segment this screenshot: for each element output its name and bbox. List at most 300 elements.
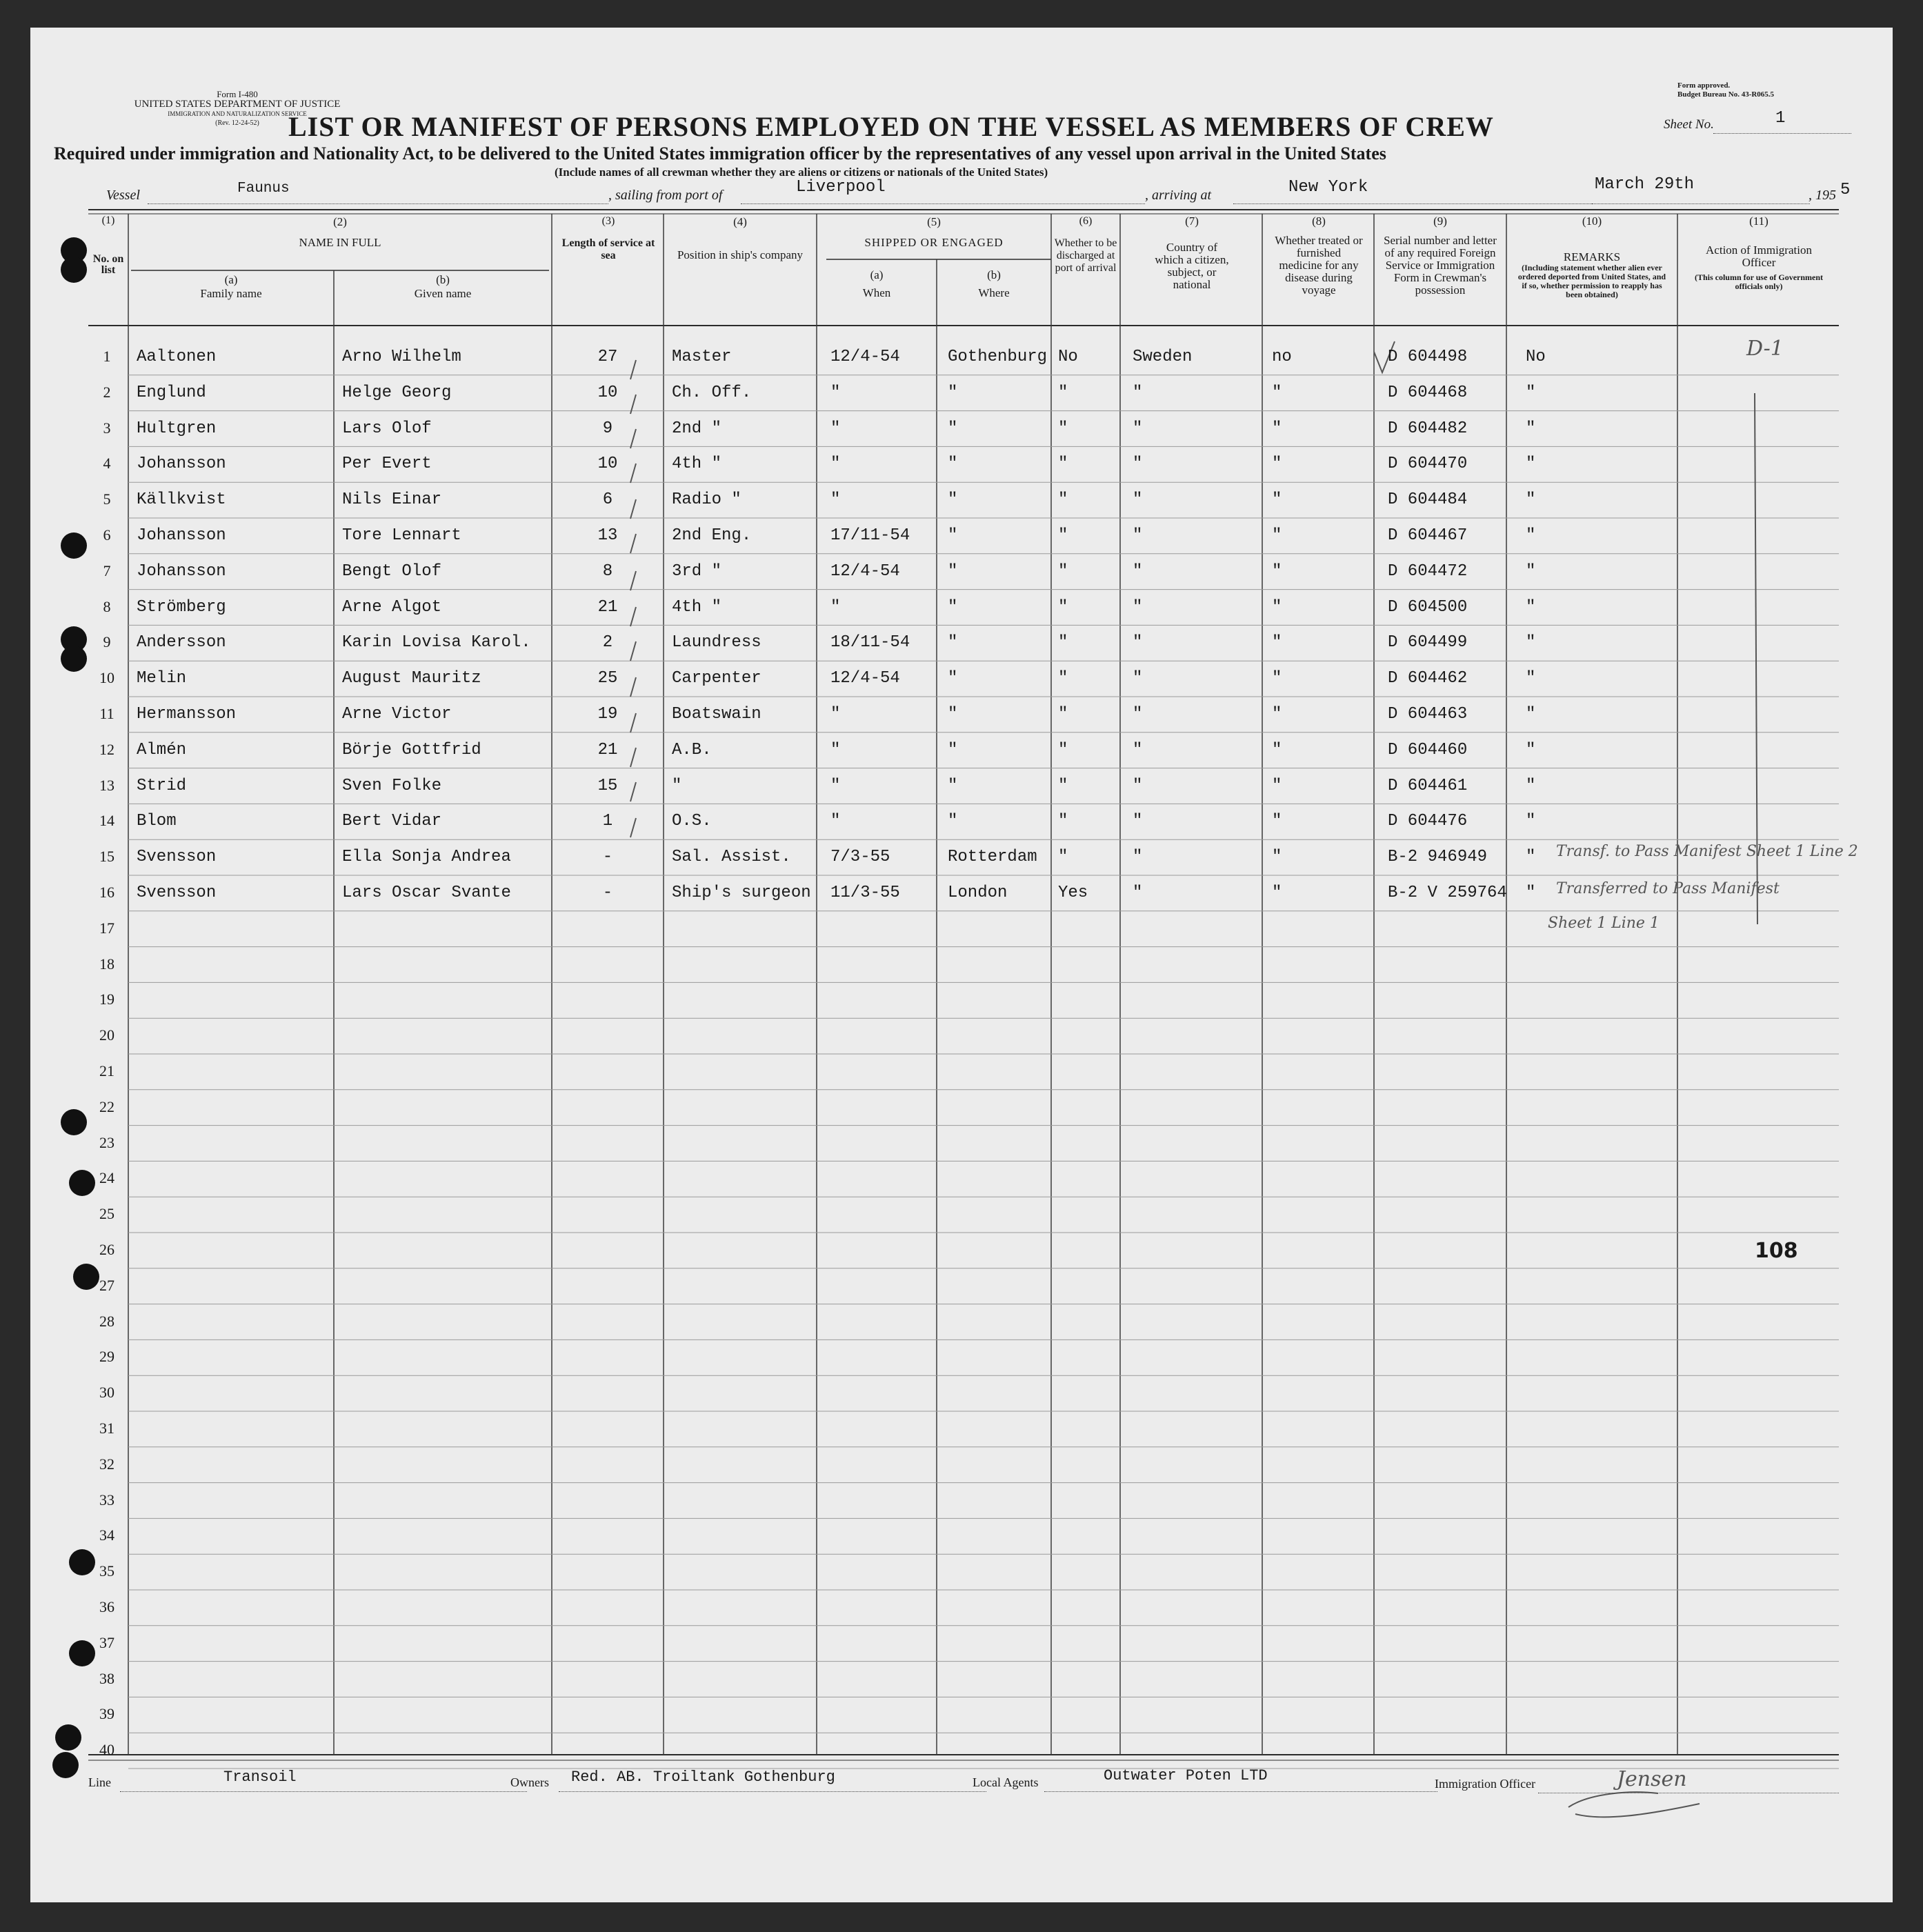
cell-where: Gothenburg xyxy=(948,348,1048,366)
col1-title: No. on list xyxy=(92,253,124,276)
cell-country: " xyxy=(1133,455,1143,474)
cell-medicine: " xyxy=(1272,669,1282,688)
cell-position: Boatswain xyxy=(672,705,761,724)
cell-serial: D 604484 xyxy=(1388,490,1468,510)
cell-medicine: " xyxy=(1272,633,1282,653)
revision: (Rev. 12-24-52) xyxy=(215,119,259,127)
cell-discharge: " xyxy=(1058,419,1068,438)
handwritten-note-line-16b: Sheet 1 Line 1 xyxy=(1548,915,1660,932)
cell-serial: D 604499 xyxy=(1388,633,1468,653)
cell-discharge: " xyxy=(1058,705,1068,724)
cell-family: Källkvist xyxy=(137,490,226,510)
cell-service: 8 xyxy=(602,561,613,581)
col6-header xyxy=(1053,215,1119,275)
col2b-title: Given name xyxy=(414,287,472,300)
cell-given: Lars Olof xyxy=(342,419,432,438)
budget-number: Budget Bureau No. 43-R065.5 xyxy=(1677,90,1775,99)
col7-title: Country of which a citizen, subject, or national xyxy=(1155,241,1229,291)
col5-number: (5) xyxy=(927,215,941,228)
line-name: Transoil xyxy=(223,1769,297,1786)
cell-where: " xyxy=(948,633,958,653)
cell-country: " xyxy=(1133,669,1143,688)
cell-remarks: No xyxy=(1526,348,1546,366)
line-label: Line xyxy=(88,1775,111,1789)
cell-where: " xyxy=(948,455,958,474)
cell-given: Per Evert xyxy=(342,455,432,474)
col5-header xyxy=(817,215,1051,250)
col9-header xyxy=(1375,215,1505,297)
col5b-title: Where xyxy=(978,286,1010,299)
cell-where: " xyxy=(948,526,958,545)
cell-when: " xyxy=(830,812,841,831)
cell-remarks: " xyxy=(1526,776,1536,795)
line-number: 4 xyxy=(103,455,111,472)
line-number: 7 xyxy=(103,561,111,579)
cell-country: " xyxy=(1133,776,1143,795)
cell-remarks: " xyxy=(1526,490,1536,510)
cell-serial: B-2 V 259764 xyxy=(1388,884,1507,902)
handwritten-note-line-16: Transferred to Pass Manifest xyxy=(1556,880,1780,897)
cell-when: " xyxy=(830,740,841,759)
col5-title: SHIPPED OR ENGAGED xyxy=(864,236,1004,249)
col2a-title: Family name xyxy=(200,287,262,300)
vessel-name: Faunus xyxy=(237,181,290,197)
cell-discharge: " xyxy=(1058,490,1068,510)
cell-given: Lars Oscar Svante xyxy=(342,884,511,902)
col10-number: (10) xyxy=(1582,215,1602,228)
line-number: 16 xyxy=(99,884,114,901)
cell-service: 21 xyxy=(597,597,618,617)
cell-family: Svensson xyxy=(137,848,217,867)
cell-given: Nils Einar xyxy=(342,490,442,510)
col7-header xyxy=(1124,215,1259,291)
form-subtitle: Required under immigration and Nationality Act, to be delivered to the United States immigration officer by the representatives of any vessel upon arrival in the United States xyxy=(54,143,1386,163)
punch-hole xyxy=(73,1264,99,1290)
cell-position: Carpenter xyxy=(672,669,761,688)
cell-medicine: " xyxy=(1272,383,1282,402)
cell-serial: D 604476 xyxy=(1388,812,1468,831)
cell-position: Radio " xyxy=(672,490,741,510)
cell-position: 2nd " xyxy=(672,419,722,438)
cell-where: " xyxy=(948,740,958,759)
cell-family: Svensson xyxy=(137,884,217,902)
line-number: 32 xyxy=(99,1455,114,1473)
line-number: 9 xyxy=(103,633,111,651)
col10-title: REMARKS xyxy=(1563,250,1621,263)
stamp-number: 108 xyxy=(1755,1239,1798,1263)
cell-family: Johansson xyxy=(137,455,226,474)
cell-serial: D 604500 xyxy=(1388,597,1468,617)
col10-header xyxy=(1509,215,1675,299)
cell-position: O.S. xyxy=(672,812,712,831)
line-number: 10 xyxy=(99,669,114,687)
line-number: 14 xyxy=(99,812,114,830)
cell-serial: D 604461 xyxy=(1388,776,1468,795)
cell-serial: D 604463 xyxy=(1388,705,1468,724)
cell-family: Johansson xyxy=(137,526,226,545)
cell-given: Ella Sonja Andrea xyxy=(342,848,511,867)
cell-when: 17/11-54 xyxy=(830,526,910,545)
cell-remarks: " xyxy=(1526,455,1536,474)
cell-service: 27 xyxy=(597,348,618,366)
col11-header xyxy=(1680,215,1837,291)
line-number: 25 xyxy=(99,1205,114,1223)
col10-note: (Including statement whether alien ever ordered deported from United States, and if so, whether permission to reapply has been obtained) xyxy=(1517,263,1666,299)
punch-hole xyxy=(69,1170,95,1196)
cell-discharge: " xyxy=(1058,812,1068,831)
col11-note: (This column for use of Government officials only) xyxy=(1694,272,1824,291)
cell-when: " xyxy=(830,490,841,510)
department: UNITED STATES DEPARTMENT OF JUSTICE xyxy=(134,99,341,110)
cell-given: Helge Georg xyxy=(342,383,452,402)
line-number: 15 xyxy=(99,848,114,866)
cell-country: Sweden xyxy=(1133,348,1193,366)
punch-hole xyxy=(69,1549,95,1575)
col7-number: (7) xyxy=(1185,215,1199,228)
cell-position: Sal. Assist. xyxy=(672,848,791,867)
cell-family: Hermansson xyxy=(137,705,237,724)
manifest-sheet xyxy=(30,28,1893,1902)
cell-where: " xyxy=(948,383,958,402)
cell-family: Johansson xyxy=(137,561,226,581)
cell-where: " xyxy=(948,669,958,688)
cell-given: Tore Lennart xyxy=(342,526,461,545)
col2b-number: (b) xyxy=(436,273,450,286)
cell-when: " xyxy=(830,455,841,474)
cell-country: " xyxy=(1133,597,1143,617)
table-grid xyxy=(30,28,1893,1902)
cell-country: " xyxy=(1133,383,1143,402)
col2a-header xyxy=(128,273,334,301)
cell-position: Ship's surgeon xyxy=(672,884,811,902)
cell-remarks: " xyxy=(1526,633,1536,653)
line-number: 11 xyxy=(99,705,114,722)
cell-country: " xyxy=(1133,812,1143,831)
col9-title: Serial number and letter of any required Foreign Service or Immigration Form in Crewman's possession xyxy=(1384,234,1497,297)
cell-country: " xyxy=(1133,633,1143,653)
cell-country: " xyxy=(1133,705,1143,724)
cell-family: Melin xyxy=(137,669,187,688)
line-number: 24 xyxy=(99,1169,114,1187)
punch-hole xyxy=(61,1109,87,1135)
cell-given: Sven Folke xyxy=(342,776,442,795)
cell-where: " xyxy=(948,776,958,795)
line-number: 6 xyxy=(103,526,111,544)
owners-label: Owners xyxy=(510,1775,549,1789)
cell-discharge: Yes xyxy=(1058,884,1088,902)
cell-position: A.B. xyxy=(672,740,712,759)
cell-service: 13 xyxy=(597,526,618,545)
cell-medicine: " xyxy=(1272,705,1282,724)
handwritten-note-line-15: Transf. to Pass Manifest Sheet 1 Line 2 xyxy=(1556,843,1858,860)
line-number: 5 xyxy=(103,490,111,508)
cell-where: " xyxy=(948,419,958,438)
cell-medicine: " xyxy=(1272,455,1282,474)
line-number: 26 xyxy=(99,1241,114,1258)
cell-family: Englund xyxy=(137,383,206,402)
form-subnote: (Include names of all crewman whether they are aliens or citizens or nationals of the United States) xyxy=(555,166,1048,179)
cell-country: " xyxy=(1133,419,1143,438)
cell-service: 15 xyxy=(597,776,618,795)
col5b-header xyxy=(937,266,1051,302)
line-number: 36 xyxy=(99,1598,114,1615)
cell-discharge: " xyxy=(1058,455,1068,474)
line-number: 18 xyxy=(99,955,114,973)
punch-hole xyxy=(55,1724,81,1751)
line-number: 38 xyxy=(99,1669,114,1687)
cell-medicine: " xyxy=(1272,561,1282,581)
owners-name: Red. AB. Troiltank Gothenburg xyxy=(571,1769,835,1786)
sheet-label: Sheet No. xyxy=(1664,117,1714,132)
cell-serial: D 604462 xyxy=(1388,669,1468,688)
line-number: 33 xyxy=(99,1491,114,1508)
cell-medicine: " xyxy=(1272,848,1282,867)
cell-discharge: " xyxy=(1058,526,1068,545)
cell-service: 21 xyxy=(597,740,618,759)
cell-service: 1 xyxy=(602,812,613,831)
cell-medicine: " xyxy=(1272,884,1282,902)
cell-where: " xyxy=(948,597,958,617)
line-number: 8 xyxy=(103,597,111,615)
line-number: 2 xyxy=(103,383,111,401)
cell-discharge: " xyxy=(1058,848,1068,867)
officer-action-mark: D-1 xyxy=(1746,337,1784,361)
cell-when: 12/4-54 xyxy=(830,561,900,581)
approved-text: Form approved. xyxy=(1677,81,1731,90)
line-number: 31 xyxy=(99,1420,114,1437)
cell-serial: D 604472 xyxy=(1388,561,1468,581)
cell-medicine: " xyxy=(1272,490,1282,510)
cell-remarks: " xyxy=(1526,884,1536,902)
cell-when: 12/4-54 xyxy=(830,669,900,688)
cell-discharge: " xyxy=(1058,740,1068,759)
line-number: 3 xyxy=(103,419,111,437)
page-title: LIST OR MANIFEST OF PERSONS EMPLOYED ON THE VESSEL AS MEMBERS OF CREW xyxy=(288,111,1494,142)
cell-serial: D 604482 xyxy=(1388,419,1468,438)
cell-remarks: " xyxy=(1526,848,1536,867)
col1-number: (1) xyxy=(101,215,115,226)
cell-serial: B-2 946949 xyxy=(1388,848,1488,867)
col8-title: Whether treated or furnished medicine for any disease during voyage xyxy=(1275,234,1363,297)
line-number: 23 xyxy=(99,1133,114,1151)
line-number: 22 xyxy=(99,1097,114,1115)
year-digit: 5 xyxy=(1840,181,1851,199)
cell-family: Strömberg xyxy=(137,597,226,617)
cell-where: " xyxy=(948,561,958,581)
cell-service: 9 xyxy=(602,419,613,438)
cell-position: Master xyxy=(672,348,732,366)
cell-family: Almén xyxy=(137,740,187,759)
cell-service: 25 xyxy=(597,669,618,688)
line-number: 40 xyxy=(99,1741,114,1759)
col11-title: Action of Immigration Officer xyxy=(1706,243,1812,269)
cell-where: " xyxy=(948,812,958,831)
year-label: , 195 xyxy=(1809,188,1836,203)
cell-remarks: " xyxy=(1526,812,1536,831)
cell-country: " xyxy=(1133,848,1143,867)
cell-discharge: " xyxy=(1058,561,1068,581)
cell-serial: D 604498 xyxy=(1388,348,1468,366)
cell-medicine: " xyxy=(1272,812,1282,831)
line-number: 35 xyxy=(99,1562,114,1580)
cell-family: Aaltonen xyxy=(137,348,217,366)
line-number: 29 xyxy=(99,1348,114,1366)
col5a-title: When xyxy=(862,286,891,299)
punch-hole xyxy=(69,1640,95,1666)
cell-country: " xyxy=(1133,561,1143,581)
arriving-label: , arriving at xyxy=(1145,188,1212,203)
cell-country: " xyxy=(1133,490,1143,510)
col6-title: Whether to be discharged at port of arrival xyxy=(1054,237,1117,274)
arrival-date: March 29th xyxy=(1595,175,1695,194)
col2-number: (2) xyxy=(333,215,347,228)
cell-remarks: " xyxy=(1526,740,1536,759)
cell-position: 4th " xyxy=(672,597,722,617)
cell-remarks: " xyxy=(1526,669,1536,688)
cell-service: - xyxy=(602,884,613,902)
col8-number: (8) xyxy=(1312,215,1326,228)
vessel-label: Vessel xyxy=(106,188,140,203)
cell-position: 3rd " xyxy=(672,561,722,581)
cell-remarks: " xyxy=(1526,526,1536,545)
cell-when: 11/3-55 xyxy=(830,884,900,902)
cell-when: " xyxy=(830,776,841,795)
punch-hole xyxy=(61,646,87,672)
cell-family: Blom xyxy=(137,812,177,831)
agents-label: Local Agents xyxy=(973,1775,1039,1789)
cell-given: Arne Victor xyxy=(342,705,452,724)
line-number: 30 xyxy=(99,1384,114,1402)
col2a-number: (a) xyxy=(224,273,238,286)
col2b-header xyxy=(334,273,552,301)
line-number: 17 xyxy=(99,919,114,937)
cell-given: August Mauritz xyxy=(342,669,481,688)
cell-remarks: " xyxy=(1526,705,1536,724)
cell-position: Laundress xyxy=(672,633,761,653)
line-number: 1 xyxy=(103,348,111,365)
line-number: 19 xyxy=(99,990,114,1008)
cell-when: 7/3-55 xyxy=(830,848,890,867)
cell-service: 2 xyxy=(602,633,613,653)
cell-serial: D 604470 xyxy=(1388,455,1468,474)
col2-header xyxy=(128,215,552,250)
col5a-header xyxy=(817,266,937,302)
col3-header xyxy=(561,215,655,262)
col11-number: (11) xyxy=(1749,215,1768,228)
line-number: 13 xyxy=(99,776,114,794)
cell-medicine: " xyxy=(1272,776,1282,795)
col5a-number: (a) xyxy=(870,268,884,281)
cell-family: Andersson xyxy=(137,633,226,653)
cell-serial: D 604460 xyxy=(1388,740,1468,759)
cell-given: Arno Wilhelm xyxy=(342,348,461,366)
cell-remarks: " xyxy=(1526,597,1536,617)
cell-medicine: " xyxy=(1272,526,1282,545)
col2-title: NAME IN FULL xyxy=(299,236,381,249)
cell-discharge: " xyxy=(1058,597,1068,617)
cell-medicine: " xyxy=(1272,740,1282,759)
cell-given: Karin Lovisa Karol. xyxy=(342,633,531,653)
cell-serial: D 604468 xyxy=(1388,383,1468,402)
cell-when: 12/4-54 xyxy=(830,348,900,366)
col6-number: (6) xyxy=(1079,215,1093,227)
cell-when: " xyxy=(830,597,841,617)
col4-header xyxy=(668,215,813,262)
cell-discharge: " xyxy=(1058,633,1068,653)
line-number: 21 xyxy=(99,1062,114,1079)
agents-name: Outwater Poten LTD xyxy=(1104,1767,1268,1784)
cell-family: Strid xyxy=(137,776,187,795)
cell-service: 10 xyxy=(597,383,618,402)
sheet-number: 1 xyxy=(1775,109,1786,128)
cell-country: " xyxy=(1133,526,1143,545)
line-number: 39 xyxy=(99,1705,114,1723)
cell-service: 6 xyxy=(602,490,613,510)
line-number: 28 xyxy=(99,1312,114,1330)
cell-where: London xyxy=(948,884,1008,902)
cell-where: " xyxy=(948,490,958,510)
cell-remarks: " xyxy=(1526,383,1536,402)
col3-number: (3) xyxy=(601,215,615,227)
col9-number: (9) xyxy=(1433,215,1447,228)
col1-header xyxy=(88,215,128,276)
cell-discharge: No xyxy=(1058,348,1078,366)
sailing-label: , sailing from port of xyxy=(608,188,723,203)
cell-when: " xyxy=(830,419,841,438)
officer-signature: Jensen xyxy=(1617,1767,1687,1791)
cell-serial: D 604467 xyxy=(1388,526,1468,545)
cell-medicine: " xyxy=(1272,419,1282,438)
cell-discharge: " xyxy=(1058,669,1068,688)
cell-family: Hultgren xyxy=(137,419,217,438)
col4-title: Position in ship's company xyxy=(677,248,804,261)
cell-country: " xyxy=(1133,740,1143,759)
cell-position: Ch. Off. xyxy=(672,383,752,402)
cell-medicine: " xyxy=(1272,597,1282,617)
cell-given: Bert Vidar xyxy=(342,812,442,831)
line-number: 27 xyxy=(99,1276,114,1294)
cell-given: Bengt Olof xyxy=(342,561,442,581)
line-number: 12 xyxy=(99,740,114,758)
cell-discharge: " xyxy=(1058,383,1068,402)
punch-hole xyxy=(52,1752,79,1778)
cell-remarks: " xyxy=(1526,419,1536,438)
cell-medicine: no xyxy=(1272,348,1292,366)
col3-title: Length of service at sea xyxy=(561,237,655,261)
cell-when: " xyxy=(830,705,841,724)
col4-number: (4) xyxy=(733,215,747,228)
cell-service: - xyxy=(602,848,613,867)
cell-given: Arne Algot xyxy=(342,597,442,617)
col5b-number: (b) xyxy=(987,268,1001,281)
punch-hole xyxy=(61,532,87,559)
cell-when: " xyxy=(830,383,841,402)
cell-given: Börje Gottfrid xyxy=(342,740,481,759)
cell-position: 2nd Eng. xyxy=(672,526,752,545)
cell-service: 10 xyxy=(597,455,618,474)
punch-hole xyxy=(61,257,87,283)
cell-discharge: " xyxy=(1058,776,1068,795)
service-name: IMMIGRATION AND NATURALIZATION SERVICE xyxy=(168,110,307,117)
line-number: 34 xyxy=(99,1526,114,1544)
cell-position: " xyxy=(672,776,682,795)
cell-where: " xyxy=(948,705,958,724)
port-of-arrival: New York xyxy=(1288,178,1368,197)
cell-position: 4th " xyxy=(672,455,722,474)
col8-header xyxy=(1265,215,1373,297)
cell-country: " xyxy=(1133,884,1143,902)
port-of-departure: Liverpool xyxy=(796,178,886,197)
